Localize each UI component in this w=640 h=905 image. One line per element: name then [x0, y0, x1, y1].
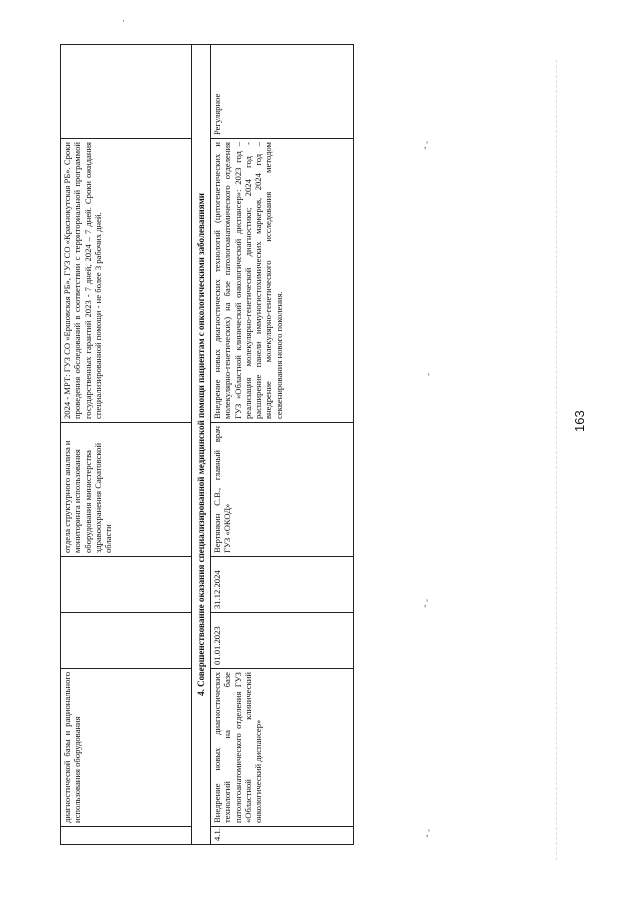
plan-table	[60, 44, 354, 845]
cell-num	[61, 827, 192, 845]
cell-responsible: Вертянкин С.В., главный врач ГУЗ «ОКОД»	[211, 423, 354, 557]
cell-measure: Внедрение новых диагностических технологий на базе патологоанатомического отделения ГУЗ «Областной клинический онкологический диспансер»	[211, 669, 354, 827]
section-row	[192, 45, 211, 845]
table-row	[211, 45, 354, 845]
cell-end	[61, 557, 192, 613]
scan-mark: ,'	[426, 828, 430, 838]
rotated-table-container	[60, 45, 350, 845]
cell-result: 2024 - МРТ: ГУЗ СО «Ершовская РБ», ГУЗ СО «Краснокутская РБ». Сроки проведения обследований в соответствии с территориальной программой государственных гарантий 2023 - 7 дней, 2024 – 7 дней. Сроки ожидания специализированной помощи - не более 3 рабочих дней.	[61, 139, 192, 423]
cell-start: 01.01.2023	[211, 613, 354, 669]
table-row	[61, 45, 192, 845]
cell-end: 31.12.2024	[211, 557, 354, 613]
cell-responsible: отдела структурного анализа и мониторинга использования оборудования министерства здравоохранения Саратовской области	[61, 423, 192, 557]
cell-start	[61, 613, 192, 669]
cell-periodicity: Регулярное	[211, 45, 354, 139]
cell-num: 4.1.	[211, 827, 354, 845]
cell-periodicity	[61, 45, 192, 139]
cell-measure: диагностической базы и рационального использования оборудования	[61, 669, 192, 827]
scan-mark: ,'	[424, 140, 428, 150]
page-number: 163	[572, 410, 587, 432]
scan-edge	[556, 60, 557, 860]
section-title: 4. Совершенствование оказания специализированной медицинской помощи пациентам с онкологическими заболеваниями	[192, 45, 211, 845]
scan-mark: ,'	[424, 598, 428, 608]
cell-result: Внедрение новых диагностических технологий (цитогенетических и молекулярно-генетических) на базе патологоанатомического отделения ГУЗ «Областной клинический онкологический диспансер»: 2023 год – реализация молекулярно-генетической диагностики; 2024 год - расширение панели иммуногистохимических маркеров, 2024 год – внедрение молекулярно-генетического исследования методом секвенирования нового поколения.	[211, 139, 354, 423]
scan-mark: ·	[122, 16, 125, 26]
scan-mark: '	[428, 372, 430, 382]
